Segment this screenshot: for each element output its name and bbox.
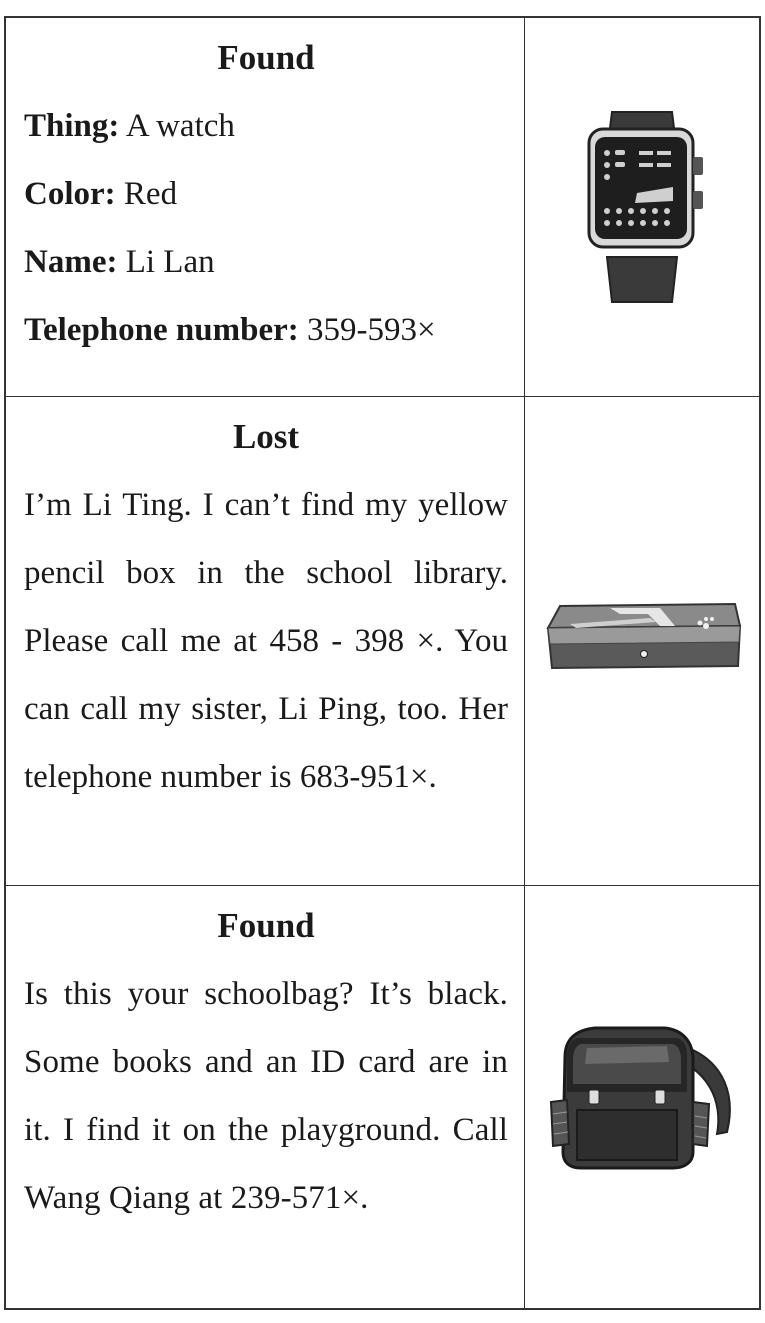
field-telephone bbox=[24, 296, 508, 364]
notice-image-cell bbox=[525, 397, 759, 885]
field-value: A watch bbox=[125, 108, 235, 144]
field-value: Li Lan bbox=[125, 244, 215, 280]
field-label: Color bbox=[24, 176, 105, 212]
field-separator: : bbox=[106, 244, 118, 280]
field-label: Thing bbox=[24, 108, 109, 144]
notice-image-cell bbox=[525, 18, 759, 396]
field-thing bbox=[24, 92, 508, 160]
field-separator: : bbox=[108, 108, 120, 144]
pencil-box-icon bbox=[540, 596, 745, 686]
field-color bbox=[24, 160, 508, 228]
notice-heading: Lost bbox=[232, 417, 300, 456]
notice-row-lost-pencil-box bbox=[6, 397, 759, 886]
field-value: 359-593× bbox=[307, 312, 436, 348]
notice-body: I’m Li Ting. I can’t find my yellow pencil box in the school library. Please call me at 458 - 398 ×. You can call my sister, Li Ping, too. Her telephone number is 683-951×. bbox=[24, 487, 508, 795]
field-separator: : bbox=[104, 176, 116, 212]
field-separator: : bbox=[287, 312, 299, 348]
field-value: Red bbox=[123, 176, 178, 212]
notice-body: Is this your schoolbag? It’s black. Some books and an ID card are in it. I find it on the playground. Call Wang Qiang at 239-571×. bbox=[24, 976, 508, 1216]
notice-text-cell bbox=[6, 18, 525, 396]
notice-row-found-watch bbox=[6, 18, 759, 397]
schoolbag-icon bbox=[547, 1022, 737, 1172]
lost-and-found-table bbox=[4, 16, 761, 1310]
notice-heading: Found bbox=[217, 906, 315, 945]
wristwatch-icon bbox=[577, 107, 707, 307]
notice-image-cell bbox=[525, 886, 759, 1308]
notice-row-found-schoolbag bbox=[6, 886, 759, 1308]
field-label: Name bbox=[24, 244, 107, 280]
field-label: Telephone number bbox=[24, 312, 288, 348]
notice-text-cell bbox=[6, 886, 525, 1308]
notice-heading: Found bbox=[217, 38, 315, 77]
notice-text-cell bbox=[6, 397, 525, 885]
field-name bbox=[24, 228, 508, 296]
